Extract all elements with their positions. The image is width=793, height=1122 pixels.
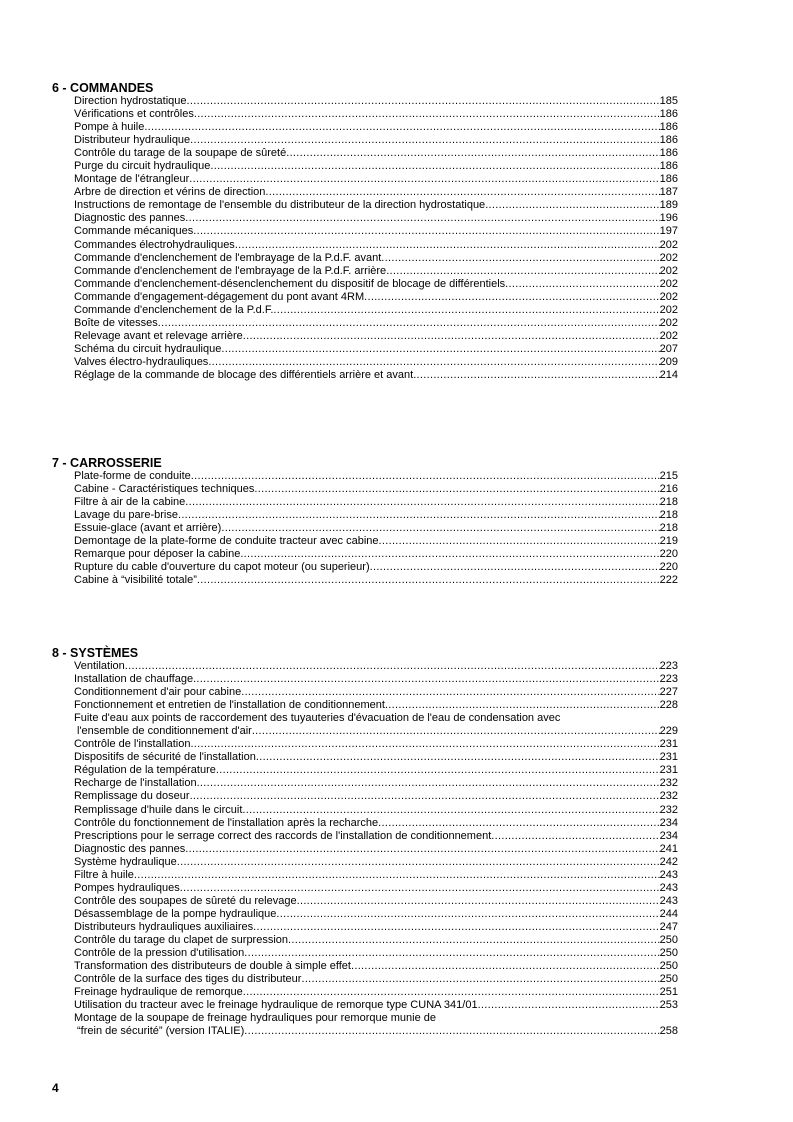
toc-entry-label: Réglage de la commande de blocage des différentiels arrière et avant	[74, 368, 414, 381]
toc-entry-label: Arbre de direction et vérins de direction	[74, 186, 266, 199]
dot-leader	[190, 134, 659, 147]
toc-entry[interactable]	[74, 1012, 678, 1025]
toc-entry-page: 218	[659, 496, 678, 509]
toc-entry-page: 231	[659, 738, 678, 751]
toc-entry[interactable]	[74, 121, 678, 134]
toc-entry[interactable]	[74, 699, 678, 712]
dot-leader	[221, 343, 659, 356]
toc-entry-page: 232	[659, 803, 678, 816]
toc-entry-page: 202	[659, 251, 678, 264]
dot-leader	[370, 561, 660, 574]
dot-leader	[193, 225, 659, 238]
dot-leader	[244, 947, 659, 960]
toc-entry-label: Remplissage d'huile dans le circuit	[74, 803, 243, 816]
toc-entry-label: Lavage du pare-brise	[74, 509, 178, 522]
toc-entry-label: Essuie-glace (avant et arrière)	[74, 522, 222, 535]
dot-leader	[385, 699, 660, 712]
toc-entry[interactable]	[74, 108, 678, 121]
toc-entry-page: 215	[659, 470, 678, 482]
dot-leader	[378, 817, 659, 830]
toc-entry[interactable]	[74, 934, 678, 947]
toc-entry-label: Cabine - Caractéristiques techniques	[74, 483, 255, 496]
toc-entry-label: Utilisation du tracteur avec le freinage hydraulique de remorque type CUNA 341/01	[74, 999, 478, 1012]
toc-entry-label: Commande mécaniques	[74, 225, 194, 238]
section-commandes	[52, 81, 678, 382]
dot-leader	[235, 239, 660, 252]
dot-leader	[210, 160, 659, 173]
dot-leader	[242, 804, 659, 817]
dot-leader	[187, 95, 660, 108]
toc-entry-label: Contrôle du tarage de la soupape de sûreté	[74, 147, 287, 160]
dot-leader	[244, 1025, 659, 1038]
toc-entry[interactable]	[74, 725, 678, 738]
toc-entry-page: 189	[659, 199, 678, 212]
dot-leader	[190, 738, 659, 751]
toc-entry[interactable]	[74, 882, 678, 895]
dot-leader	[381, 252, 659, 265]
toc-entry[interactable]	[74, 173, 678, 186]
toc-entry-label: Vérifications et contrôles	[74, 108, 194, 121]
toc-entry[interactable]	[74, 343, 678, 356]
dot-leader	[197, 777, 660, 790]
toc-list	[52, 470, 678, 587]
toc-entry-page: 216	[659, 483, 678, 496]
toc-entry[interactable]	[74, 147, 678, 160]
toc-entry[interactable]	[74, 960, 678, 973]
toc-entry-label: Distributeurs hydrauliques auxiliaires	[74, 920, 254, 933]
dot-leader	[485, 199, 659, 212]
toc-entry-label: Diagnostic des pannes	[74, 212, 186, 225]
toc-entry-page: 209	[659, 355, 678, 368]
toc-entry-page: 242	[659, 855, 678, 868]
dot-leader	[288, 934, 660, 947]
toc-entry-label: Diagnostic des pannes	[74, 842, 186, 855]
dot-leader	[301, 973, 659, 986]
toc-entry[interactable]	[74, 712, 678, 725]
dot-leader	[134, 869, 660, 882]
page-number: 4	[52, 1081, 59, 1095]
dot-leader	[386, 265, 659, 278]
toc-entry-label: Demontage de la plate-forme de conduite tracteur avec cabine	[74, 535, 379, 548]
toc-entry-page: 187	[659, 186, 678, 199]
toc-entry-label: Rupture du cable d'ouverture du capot moteur (ou superieur)	[74, 561, 370, 574]
toc-entry-page: 219	[659, 535, 678, 548]
toc-entry-label: Contrôle des soupapes de sûreté du relevage	[74, 894, 297, 907]
toc-entry-label: Commande d'enclenchement de la P.d.F.	[74, 303, 274, 316]
dot-leader	[364, 291, 660, 304]
toc-entry-page: 243	[659, 868, 678, 881]
toc-entry-page: 250	[659, 960, 678, 973]
dot-leader	[351, 960, 660, 973]
dot-leader	[178, 509, 660, 522]
toc-entry-label: Fuite d'eau aux points de raccordement des tuyauteries d'évacuation de l'eau de condensation avec	[74, 712, 561, 725]
toc-entry[interactable]	[74, 134, 678, 147]
toc-entry-page: 196	[659, 212, 678, 225]
toc-entry-page: 186	[659, 121, 678, 134]
dot-leader	[241, 686, 659, 699]
toc-entry-page: 214	[659, 368, 678, 381]
dot-leader	[243, 330, 660, 343]
section-title: 6 - COMMANDES	[52, 81, 154, 95]
toc-entry-page: 186	[659, 173, 678, 186]
toc-entry-label: Conditionnement d'air pour cabine	[74, 686, 242, 699]
toc-entry-page: 186	[659, 147, 678, 160]
toc-entry-page: 250	[659, 947, 678, 960]
dot-leader	[221, 522, 659, 535]
toc-entry-label: Boîte de vitesses	[74, 316, 158, 329]
toc-entry[interactable]	[74, 317, 678, 330]
toc-entry-page: 232	[659, 790, 678, 803]
toc-entry[interactable]	[74, 843, 678, 856]
dot-leader	[125, 660, 660, 673]
toc-entry-label: Valves électro-hydrauliques	[74, 355, 209, 368]
toc-entry[interactable]	[74, 304, 678, 317]
dot-leader	[254, 483, 659, 496]
toc-entry-label: Purge du circuit hydraulique	[74, 160, 211, 173]
toc-entry-page: 186	[659, 108, 678, 121]
dot-leader	[379, 535, 660, 548]
toc-entry-page: 202	[659, 238, 678, 251]
dot-leader	[297, 895, 660, 908]
toc-entry[interactable]	[74, 738, 678, 751]
dot-leader	[413, 369, 659, 382]
toc-entry-page: 202	[659, 329, 678, 342]
toc-entry-label: Contrôle du tarage du clapet de surpression	[74, 933, 289, 946]
toc-entry[interactable]	[74, 212, 678, 225]
toc-entry-page: 202	[659, 303, 678, 316]
toc-entry[interactable]	[74, 856, 678, 869]
toc-entry-label: Contrôle du fonctionnement de l'installation après la recharche	[74, 816, 379, 829]
toc-entry[interactable]	[74, 160, 678, 173]
toc-entry-page: 228	[659, 699, 678, 712]
toc-entry-label: Commande d'enclenchement de l'embrayage de la P.d.F. avant	[74, 251, 382, 264]
toc-entry-label: Dispositifs de sécurité de l'installation	[74, 751, 256, 764]
toc-entry-page: 220	[659, 561, 678, 574]
dot-leader	[194, 108, 660, 121]
dot-leader	[185, 496, 659, 509]
dot-leader	[256, 751, 660, 764]
toc-entry-page: 202	[659, 264, 678, 277]
toc-entry-label: Prescriptions pour le serrage correct des raccords de l'installation de conditionnement	[74, 829, 492, 842]
dot-leader	[190, 790, 660, 803]
toc-entry[interactable]	[74, 869, 678, 882]
toc-entry-page: 243	[659, 881, 678, 894]
toc-entry-page: 202	[659, 316, 678, 329]
toc-entry[interactable]	[74, 921, 678, 934]
toc-entry-page: 232	[659, 777, 678, 790]
toc-entry[interactable]	[74, 895, 678, 908]
toc-entry-page: 227	[659, 686, 678, 699]
toc-entry[interactable]	[74, 790, 678, 803]
dot-leader	[189, 173, 659, 186]
toc-entry-label: Montage de l'étrangleur	[74, 173, 190, 186]
toc-entry-label: Commandes électrohydrauliques	[74, 238, 235, 251]
toc-entry-page: 186	[659, 134, 678, 147]
toc-entry-label: Contrôle de l'installation	[74, 738, 191, 751]
dot-leader	[208, 356, 659, 369]
toc-entry-label: Filtre à air de la cabine	[74, 496, 186, 509]
toc-entry-label: Régulation de la température	[74, 764, 216, 777]
dot-leader	[185, 843, 659, 856]
dot-leader	[286, 147, 659, 160]
toc-entry[interactable]	[74, 548, 678, 561]
toc-entry[interactable]	[74, 777, 678, 790]
toc-entry[interactable]	[74, 561, 678, 574]
toc-entry[interactable]	[74, 973, 678, 986]
toc-entry[interactable]	[74, 947, 678, 960]
toc-entry[interactable]	[74, 764, 678, 777]
toc-entry[interactable]	[74, 999, 678, 1012]
toc-entry-label: l'ensemble de conditionnement d'air	[77, 725, 252, 738]
toc-entry-page: 218	[659, 522, 678, 535]
toc-entry[interactable]	[74, 330, 678, 343]
toc-entry[interactable]	[74, 470, 678, 483]
toc-entry-label: Commande d'enclenchement de l'embrayage de la P.d.F. arrière	[74, 264, 387, 277]
section-title: 7 - CARROSSERIE	[52, 456, 162, 470]
toc-list	[52, 660, 678, 1038]
toc-entry-page: 250	[659, 973, 678, 986]
dot-leader	[273, 304, 659, 317]
toc-entry-page: 222	[659, 574, 678, 587]
toc-entry[interactable]	[74, 225, 678, 238]
toc-entry[interactable]	[74, 509, 678, 522]
dot-leader	[252, 725, 660, 738]
toc-entry-page: 220	[659, 548, 678, 561]
toc-entry-label: Système hydraulique	[74, 855, 177, 868]
toc-entry[interactable]	[74, 522, 678, 535]
toc-entry[interactable]	[74, 673, 678, 686]
dot-leader	[265, 186, 659, 199]
toc-entry-label: Transformation des distributeurs de double à simple effet	[74, 960, 351, 973]
toc-entry[interactable]	[74, 830, 678, 843]
toc-entry-page: 258	[659, 1025, 678, 1038]
toc-entry-label: Direction hydrostatique	[74, 95, 187, 107]
toc-entry[interactable]	[74, 291, 678, 304]
toc-entry[interactable]	[74, 278, 678, 291]
toc-entry-page: 229	[659, 725, 678, 738]
toc-entry[interactable]	[74, 186, 678, 199]
toc-entry-label: “frein de sécurité” (version ITALIE)	[77, 1025, 245, 1038]
toc-entry-page: 231	[659, 751, 678, 764]
toc-entry-label: Contrôle de la surface des tiges du distributeur	[74, 973, 302, 986]
toc-entry-label: Relevage avant et relevage arrière	[74, 329, 243, 342]
toc-entry-label: Schéma du circuit hydraulique	[74, 342, 222, 355]
toc-entry-label: Freinage hydraulique de remorque	[74, 986, 243, 999]
dot-leader	[491, 830, 659, 843]
dot-leader	[240, 548, 659, 561]
toc-entry[interactable]	[74, 686, 678, 699]
dot-leader	[216, 764, 660, 777]
toc-entry-page: 223	[659, 673, 678, 686]
toc-entry[interactable]	[74, 574, 678, 587]
dot-leader	[191, 470, 660, 483]
dot-leader	[505, 278, 659, 291]
toc-entry-label: Pompe à huile	[74, 121, 145, 134]
toc-entry-page: 253	[659, 999, 678, 1012]
toc-entry-label: Montage de la soupape de freinage hydrauliques pour remorque munie de	[74, 1012, 437, 1025]
toc-entry[interactable]	[74, 817, 678, 830]
toc-entry[interactable]	[74, 199, 678, 212]
toc-entry-page: 197	[659, 225, 678, 238]
toc-entry-page: 234	[659, 816, 678, 829]
toc-entry-page: 241	[659, 842, 678, 855]
toc-entry-page: 251	[659, 986, 678, 999]
toc-entry[interactable]	[74, 986, 678, 999]
toc-entry-label: Fonctionnement et entretien de l'installation de conditionnement	[74, 699, 385, 712]
toc-entry[interactable]	[74, 1025, 678, 1038]
toc-entry-page: 243	[659, 894, 678, 907]
toc-entry-label: Filtre à huile	[74, 868, 134, 881]
dot-leader	[177, 856, 660, 869]
toc-entry[interactable]	[74, 265, 678, 278]
toc-entry-page: 234	[659, 829, 678, 842]
toc-entry-page: 244	[659, 907, 678, 920]
toc-entry-page: 202	[659, 290, 678, 303]
dot-leader	[193, 673, 660, 686]
dot-leader	[478, 999, 660, 1012]
dot-leader	[185, 212, 659, 225]
dot-leader	[180, 882, 660, 895]
toc-entry-label: Désassemblage de la pompe hydraulique	[74, 907, 277, 920]
toc-entry-page: 207	[659, 342, 678, 355]
toc-entry-page: 218	[659, 509, 678, 522]
toc-entry[interactable]	[74, 239, 678, 252]
toc-entry-label: Distributeur hydraulique	[74, 134, 191, 147]
dot-leader	[253, 921, 660, 934]
toc-entry-page: 247	[659, 920, 678, 933]
toc-entry[interactable]	[74, 908, 678, 921]
toc-entry-label: Pompes hydrauliques	[74, 881, 180, 894]
toc-entry[interactable]	[74, 95, 678, 108]
toc-entry-page: 223	[659, 660, 678, 672]
toc-entry-page: 250	[659, 933, 678, 946]
toc-entry[interactable]	[74, 751, 678, 764]
dot-leader	[276, 908, 659, 921]
dot-leader	[158, 317, 660, 330]
toc-entry[interactable]	[74, 483, 678, 496]
toc-entry[interactable]	[74, 496, 678, 509]
dot-leader	[144, 121, 659, 134]
toc-entry-page: 186	[659, 160, 678, 173]
toc-entry-label: Contrôle de la pression d'utilisation	[74, 947, 245, 960]
dot-leader	[197, 574, 660, 587]
toc-entry-label: Installation de chauffage	[74, 673, 194, 686]
toc-entry-label: Commande d'enclenchement-désenclenchement du dispositif de blocage de différentiels	[74, 277, 506, 290]
toc-entry-label: Recharge de l'installation	[74, 777, 197, 790]
toc-entry-label: Remplissage du doseur	[74, 790, 190, 803]
section-carrosserie	[52, 456, 678, 587]
toc-entry[interactable]	[74, 356, 678, 369]
toc-list	[52, 95, 678, 382]
toc-entry-label: Instructions de remontage de l'ensemble du distributeur de la direction hydrostatique	[74, 199, 486, 212]
toc-entry-page: 231	[659, 764, 678, 777]
toc-entry-label: Ventilation	[74, 660, 125, 672]
toc-entry-page: 185	[659, 95, 678, 107]
toc-entry[interactable]	[74, 252, 678, 265]
toc-entry-label: Commande d'engagement-dégagement du pont avant 4RM	[74, 290, 365, 303]
toc-entry-label: Remarque pour déposer la cabine	[74, 548, 241, 561]
toc-entry[interactable]	[74, 804, 678, 817]
section-systemes	[52, 646, 678, 1038]
section-title: 8 - SYSTÈMES	[52, 646, 139, 660]
toc-entry[interactable]	[74, 369, 678, 382]
toc-entry-page: 202	[659, 277, 678, 290]
toc-entry-label: Plate-forme de conduite	[74, 470, 191, 482]
dot-leader	[243, 986, 660, 999]
toc-entry[interactable]	[74, 660, 678, 673]
toc-entry[interactable]	[74, 535, 678, 548]
toc-entry-label: Cabine à “visibilité totale”	[74, 574, 197, 587]
